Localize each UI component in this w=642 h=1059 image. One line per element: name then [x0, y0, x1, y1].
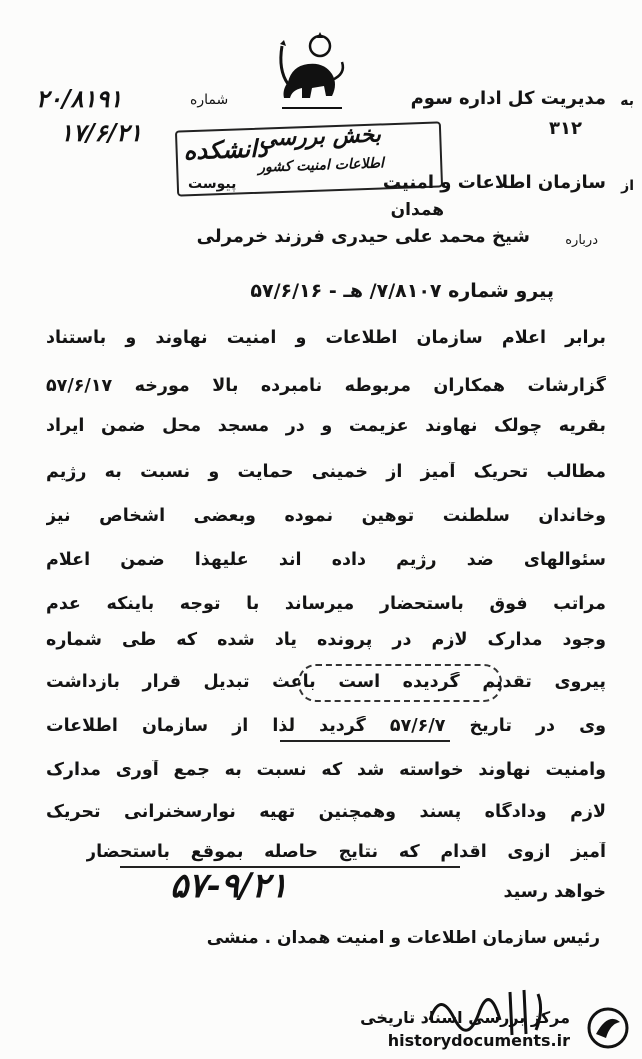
from-label: از [621, 178, 634, 194]
subject-label: درباره [565, 233, 598, 248]
stamp-line-1: بخش بررسی [258, 121, 382, 152]
date-underline [280, 740, 450, 742]
watermark-title: مرکز بررسی اسناد تاریخی [360, 1008, 570, 1027]
letter-number: ۲۰/۸۱۹۱ [36, 84, 123, 113]
body-line-7: مراتب فوق باستحضار میرساند با توجه باینکه عدم [46, 594, 606, 614]
stamp-line-2: دانشکده [183, 133, 268, 166]
body-line-5: وخاندان سلطنت توهین نموده وبعضی اشخاص نیز [46, 506, 606, 526]
watermark-url: historydocuments.ir [387, 1031, 570, 1050]
reference-line: پیرو شماره ۷/۸۱۰۷/ هـ - ۵۷/۶/۱۶ [250, 280, 554, 302]
body-line-9: پیروی تقدیم گردیده است باعث تبدیل قرار بازداشت [46, 672, 606, 692]
body-line-1: برابر اعلام سازمان اطلاعات و امنیت نهاوند و باستناد [46, 328, 606, 348]
body-line-13: آمیز ازوی اقدام که نتایج حاصله بموقع باستحضار [86, 842, 606, 862]
to-number: ۳۱۲ [549, 118, 582, 139]
handwritten-date: ۵۷-۹/۲۱ [170, 866, 288, 906]
letter-date: ۱۷/۶/۲۱ [60, 118, 142, 147]
body-line-11: وامنیت نهاوند خواسته شد که نسبت به جمع آوری مدارک [46, 760, 606, 780]
from-sender: سازمان اطلاعات و امنیت [382, 172, 606, 193]
to-label: به [620, 93, 634, 109]
archive-logo-icon [586, 1006, 630, 1050]
to-recipient: مدیریت کل اداره سوم [410, 88, 606, 109]
stamp-line-3: اطلاعات امنیت کشور [257, 155, 385, 176]
body-line-4: مطالب تحریک آمیز از خمینی حمایت و نسبت به رژیم [46, 462, 606, 482]
body-line-6: سئوالهای ضد رژیم داده اند علیهذا ضمن اعلام [46, 550, 606, 570]
body-line-2: گزارشات همکاران مربوطه نامبرده بالا مورخه ۵۷/۶/۱۷ [46, 376, 606, 396]
body-line-8: وجود مدارک لازم در پرونده یاد شده که طی شماره [46, 630, 606, 650]
body-line-14: خواهد رسید [503, 882, 606, 902]
body-line-10: وی در تاریخ ۵۷/۶/۷ گردید لذا از سازمان اطلاعات [46, 716, 606, 736]
body-line-12: لازم ودادگاه پسند وهمچنین تهیه نوارسخنرانی تحریک [46, 802, 606, 822]
body-line-3: بقریه چولک نهاوند عزیمت و در مسجد محل ضمن ایراد [46, 416, 606, 436]
signature-line: رئیس سازمان اطلاعات و امنیت همدان . منشی [206, 928, 600, 948]
lion-and-sun-emblem [262, 26, 354, 118]
attachment-label: پیوست [188, 176, 237, 192]
subject-value: شیخ محمد علی حیدری فرزند خرمرلی [196, 226, 530, 247]
from-city: همدان [390, 200, 444, 220]
number-label: شماره [190, 92, 229, 108]
